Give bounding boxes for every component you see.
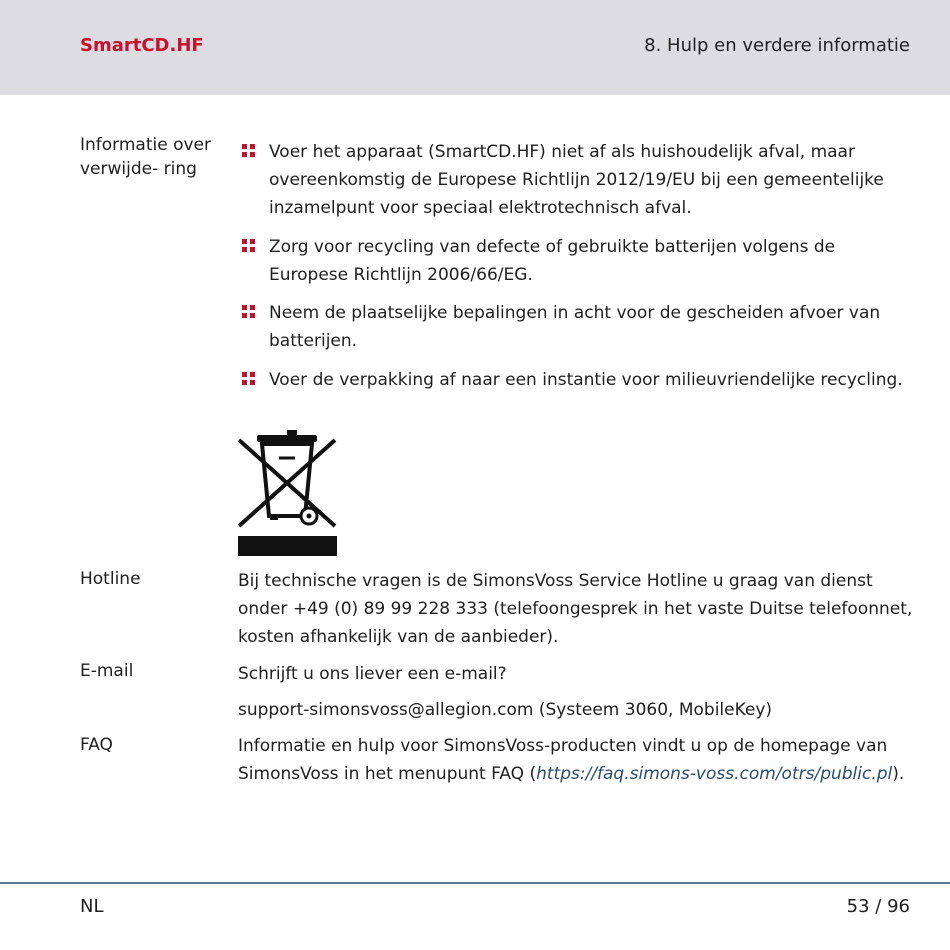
bullet-text: Zorg voor recycling van defecte of gebruikte batterijen volgens de Europese Richtlijn 2006/66/EG. (269, 237, 836, 285)
bullet-text: Voer het apparaat (SmartCD.HF) niet af als huishoudelijk afval, maar overeenkomstig de Europese Richtlijn 2012/19/EU bij een gemeentelijke inzamelpunt voor speciaal elektrotechnisch afval. (269, 142, 884, 218)
bullet-icon (242, 372, 256, 386)
email-label: E-mail (80, 661, 134, 681)
hotline-text: Bij technische vragen is de SimonsVoss Service Hotline u graag van dienst onder +49 (0) 89 99 228 333 (telefoongesprek in het vaste Duitse telefoonnet, kosten afhankelijk van de aanbieder). (238, 571, 913, 647)
footer-language: NL (80, 896, 104, 917)
faq-text (238, 732, 918, 788)
crossed-out-wheelie-bin-icon (237, 428, 337, 558)
disposal-label: Informatie over verwijde- ring (80, 135, 212, 179)
email-address: support-simonsvoss@allegion.com (Systeem 3060, MobileKey) (238, 700, 773, 720)
section-title: 8. Hulp en verdere informatie (644, 35, 910, 56)
bullet-icon (242, 239, 256, 253)
bullet-text: Neem de plaatselijke bepalingen in acht voor de gescheiden afvoer van batterijen. (269, 303, 881, 351)
faq-link[interactable]: https://faq.simons-voss.com/otrs/public.pl (536, 764, 893, 784)
bullet-text: Voer de verpakking af naar een instantie voor milieuvriendelijke recycling. (269, 370, 903, 390)
bullet-icon (242, 144, 256, 158)
faq-label: FAQ (80, 735, 113, 755)
email-intro: Schrijft u ons liever een e-mail? (238, 664, 507, 684)
page-header (0, 0, 950, 95)
hotline-label: Hotline (80, 569, 141, 589)
brand-title: SmartCD.HF (80, 35, 204, 56)
faq-text-after: ). (892, 764, 905, 784)
footer-divider (0, 882, 950, 884)
footer-page-number: 53 / 96 (846, 896, 910, 917)
bullet-icon (242, 305, 256, 319)
faq-text-before: Informatie en hulp voor SimonsVoss-producten vindt u op de homepage van SimonsVoss in het menupunt FAQ ( (238, 736, 888, 784)
